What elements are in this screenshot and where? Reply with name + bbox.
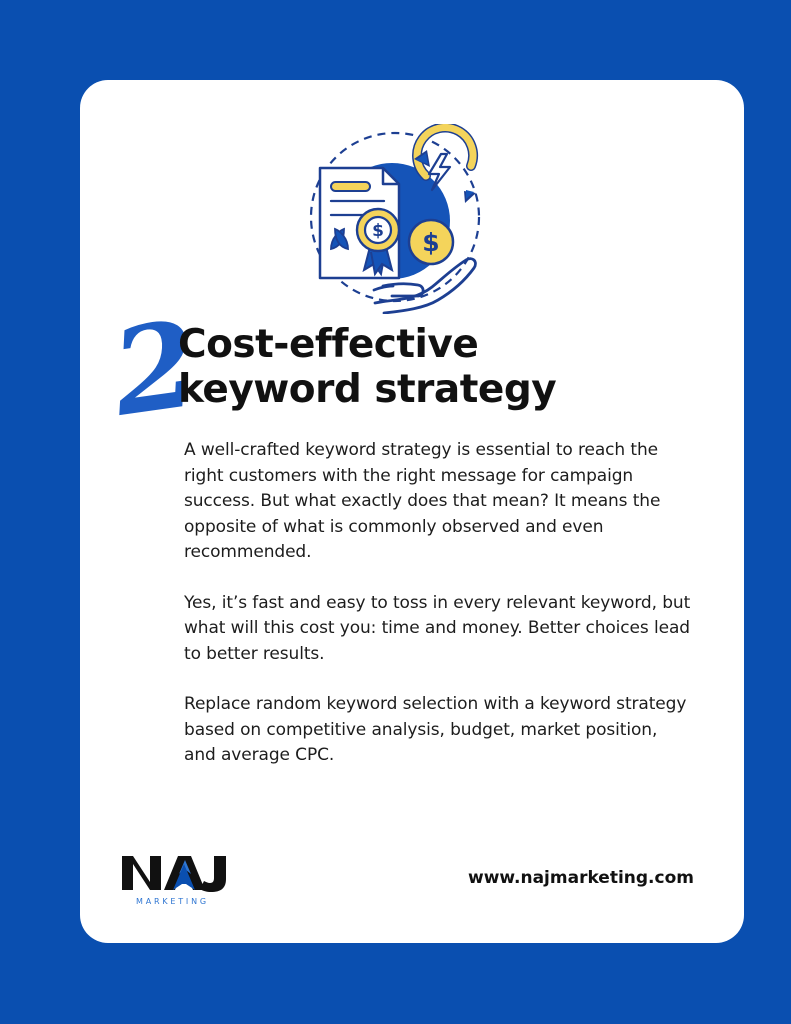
- step-number: 2: [104, 294, 202, 443]
- body-paragraph-1: A well-crafted keyword strategy is essential to reach the right customers with the right message for campaign success. But what exactly does that mean? It means the opposite of what is commonly observed and even recommended.: [184, 440, 661, 562]
- naj-marketing-logo-icon: [120, 846, 242, 912]
- body-paragraph-2: Yes, it’s fast and easy to toss in every relevant keyword, but what will this cost you: time and money. Better choices lead to better results.: [184, 592, 691, 664]
- page-title: [178, 322, 598, 412]
- logo-subtext: MARKETING: [136, 897, 209, 906]
- cost-keyword-strategy-illustration-icon: [300, 124, 490, 314]
- page-title-line-2: keyword strategy: [178, 367, 557, 412]
- svg-text:$: $: [422, 228, 440, 257]
- body-copy: [184, 438, 694, 769]
- website-url: www.najmarketing.com: [468, 868, 694, 888]
- svg-text:$: $: [372, 221, 384, 241]
- page-title-line-1: Cost-effective: [178, 322, 479, 367]
- body-paragraph-3: Replace random keyword selection with a keyword strategy based on competitive analysis, budget, market position, and average CPC.: [184, 694, 687, 765]
